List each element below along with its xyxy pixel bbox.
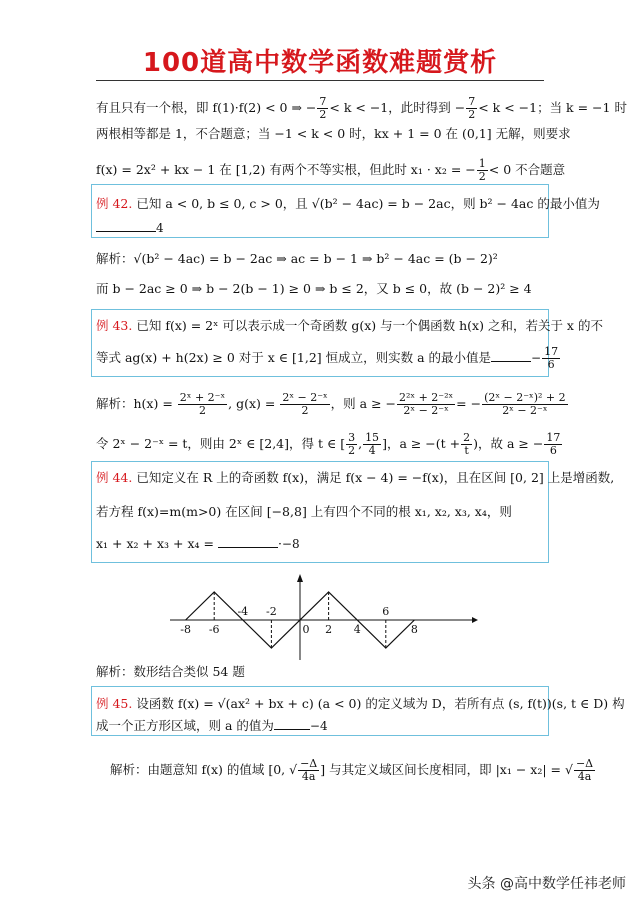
example-44-line2: 若方程 f(x)=m(m>0) 在区间 [−8,8] 上有四个不同的根 x₁, x₂, x₃, x₄，则: [96, 504, 512, 519]
example-45-line1: [96, 696, 625, 712]
tick-label: -4: [237, 605, 249, 618]
f3n: 2²ˣ + 2⁻²ˣ: [399, 391, 454, 404]
example-45-text1: 设函数 f(x) = √(ax² + bx + c) (a < 0) 的定义域为 D，若所有点 (s, f(t))(s, t ∈ D) 构: [136, 696, 625, 711]
f1d: 2: [198, 404, 206, 417]
s43b-a: [544, 432, 562, 457]
piecewise-graph: [170, 572, 480, 664]
solution-43-a: [96, 392, 569, 417]
example-43-line1: [96, 318, 603, 334]
ans-den: 6: [547, 358, 555, 371]
example-42-answer-line: [96, 220, 164, 236]
tick-label: 2: [325, 623, 333, 636]
text-line-2: 两根相等都是 1，不合题意；当 −1 < k < 0 时，kx + 1 = 0 在 (0,1] 无解，则要求: [96, 126, 571, 141]
example-45-answer: −4: [309, 719, 328, 733]
text-line-1: [96, 96, 627, 121]
ad: 6: [549, 444, 557, 457]
s45-fn2: −Δ: [575, 757, 594, 770]
example-44-text1: 已知定义在 R 上的奇函数 f(x)，满足 f(x − 4) = −f(x)，且在区间 [0, 2] 上是增函数,: [136, 470, 615, 485]
example-43-text2: 等式 ag(x) + h(2x) ≥ 0 对于 x ∈ [1,2] 恒成立，则实数 a 的最小值是: [96, 350, 492, 365]
f2d: 2: [301, 404, 309, 417]
td: t: [464, 444, 469, 457]
s45-fn: −Δ: [300, 757, 318, 770]
s45-mid: ] 与其定义域区间长度相同，即 |x₁ − x₂| = √: [320, 762, 573, 777]
example-43-text1: 已知 f(x) = 2ˣ 可以表示成一个奇函数 g(x) 与一个偶函数 h(x) 之和，若关于 x 的不: [136, 318, 603, 333]
example-43-line2: [96, 346, 561, 371]
s45-pre: 解析：由题意知 f(x) 的值域 [0, √: [110, 762, 298, 777]
example-45-text2: 成一个正方形区域，则 a 的值为: [96, 718, 274, 733]
tick-label: 0: [302, 623, 310, 636]
s43b-t: [461, 432, 472, 457]
line3-b: < 0 不合题意: [488, 162, 566, 177]
answer-blank: [491, 351, 531, 362]
example-44-label: 例 44.: [96, 470, 133, 485]
f4n: (2ˣ − 2⁻ˣ)² + 2: [484, 391, 566, 404]
solution-42-b: 而 b − 2ac ≥ 0 ⇒ b − 2(b − 1) ≥ 0 ⇒ b ≤ 2，又 b ≤ 0，故 (b − 2)² ≥ 4: [96, 281, 532, 296]
title-rule: [96, 80, 544, 81]
s43a-frac2: [280, 392, 329, 417]
watermark: 头条 @高中数学任祎老师: [467, 876, 626, 892]
example-44-line1: [96, 470, 614, 486]
line1-a: 有且只有一个根，即 f(1)·f(2) < 0 ⇒ −: [96, 100, 317, 115]
example-42-line1: [96, 196, 600, 212]
s43a-then: ，则 a ≥ −: [330, 396, 396, 411]
s43b-end: )，故 a ≥ −: [473, 436, 544, 451]
f1n: 2ˣ + 2⁻ˣ: [179, 391, 226, 404]
answer-blank: [96, 221, 156, 232]
line1-c: < k < −1；当 k = −1 时: [478, 100, 627, 115]
s45-fd: 4a: [301, 770, 316, 783]
tn: 2: [463, 431, 471, 444]
example-44-line3: x₁ + x₂ + x₃ + x₄ = ·−8: [96, 536, 300, 551]
example-43-label: 例 43.: [96, 318, 133, 333]
tick-label: -8: [180, 623, 191, 636]
tick-label: -2: [266, 605, 277, 618]
s43b-mid: ]，a ≥ −(t +: [382, 436, 461, 451]
s43b-pre: 令 2ˣ − 2⁻ˣ = t，则由 2ˣ ∈ [2,4]，得 t ∈ [: [96, 436, 346, 451]
r1d: 2: [348, 444, 356, 457]
r1n: 3: [348, 431, 356, 444]
example-42-answer: 4: [156, 221, 164, 235]
answer-blank: [274, 719, 310, 730]
frac-7-2b: $\frac{7}{2}$: [468, 95, 476, 121]
s43a-frac3: [397, 392, 455, 417]
example-45-line2: [96, 718, 328, 734]
tick-label: -6: [208, 623, 220, 636]
ans-num: 17: [544, 345, 559, 358]
r2n: 15: [365, 431, 380, 444]
s45-frac2: [574, 758, 595, 783]
s43a-mid: , g(x) =: [228, 396, 276, 411]
solution-42-a: 解析：√(b² − 4ac) = b − 2ac ⇒ ac = b − 1 ⇒ b² − 4ac = (b − 2)²: [96, 251, 498, 266]
s43a-pre: 解析：h(x) =: [96, 396, 173, 411]
example-43-answer: [542, 346, 560, 371]
r2d: 4: [368, 444, 376, 457]
page-title: 100道高中数学函数难题赏析: [142, 48, 498, 78]
example-43-answer-sign: −: [531, 351, 542, 365]
solution-44: 解析：数形结合类似 54 题: [96, 664, 245, 679]
example-42-label: 例 42.: [96, 196, 133, 211]
line3-a: f(x) = 2x² + kx − 1 在 [1,2) 有两个不等实根，但此时 x₁ · x₂ = −: [96, 162, 476, 177]
s45-fd2: 4a: [577, 770, 592, 783]
example-44-text3: x₁ + x₂ + x₃ + x₄ =: [96, 536, 214, 551]
example-45-label: 例 45.: [96, 696, 133, 711]
line1-b: < k < −1，此时得到 −: [329, 100, 466, 115]
solution-45: [110, 758, 596, 783]
f4d: 2ˣ − 2⁻ˣ: [502, 404, 548, 417]
x-axis-arrow: [472, 617, 478, 623]
s43a-frac4: [482, 392, 568, 417]
tick-label: 4: [353, 623, 361, 636]
s43b-r2: [363, 432, 381, 457]
an: 17: [546, 431, 561, 444]
f2n: 2ˣ − 2⁻ˣ: [282, 391, 328, 404]
y-axis-arrow: [297, 574, 303, 582]
frac-7-2: $\frac{7}{2}$: [319, 95, 327, 121]
solution-43-b: 令 2ˣ − 2⁻ˣ = t，则由 2ˣ ∈ [2,4]，得 t ∈ [ $\frac{3}{2}$ , $\frac{15}{4}$ ]，a ≥ −(t + $\frac{2}{t}$ )，故 a ≥ − $\frac{17}{6}$: [96, 431, 561, 457]
answer-blank: [218, 537, 278, 548]
s43a-eq: = −: [456, 396, 482, 411]
tick-label: 6: [382, 605, 390, 618]
frac-1-2: $\frac{1}{2}$: [478, 157, 486, 183]
f3d: 2ˣ − 2⁻ˣ: [403, 404, 449, 417]
s43b-r1: [346, 432, 357, 457]
example-44-answer: −8: [281, 537, 300, 551]
tick-label: 8: [410, 623, 418, 636]
s43a-frac1: [178, 392, 227, 417]
example-42-text: 已知 a < 0, b ≤ 0, c > 0，且 √(b² − 4ac) = b − 2ac，则 b² − 4ac 的最小值为: [136, 196, 600, 211]
s45-frac1: [298, 758, 319, 783]
text-line-3: [96, 158, 565, 183]
